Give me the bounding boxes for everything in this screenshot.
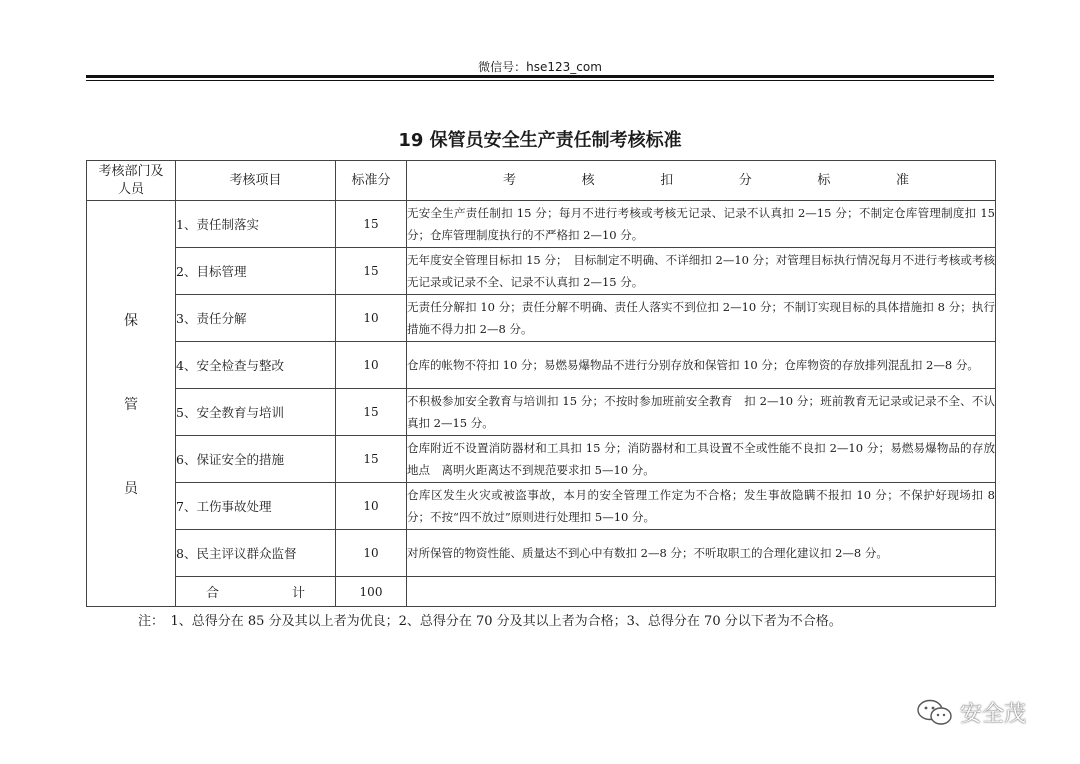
row-score: 15 — [336, 436, 407, 483]
row-criteria: 仓库的帐物不符扣 10 分；易燃易爆物品不进行分别存放和保管扣 10 分；仓库物资的存放排列混乱扣 2—8 分。 — [407, 342, 996, 389]
header-rule-thin — [86, 80, 994, 81]
table-header-row — [87, 161, 996, 201]
table-row — [87, 342, 996, 389]
watermark-text: 安全茂 — [960, 702, 1027, 727]
row-item: 1、责任制落实 — [176, 201, 336, 248]
row-score: 15 — [336, 248, 407, 295]
header-criteria-char: 分 — [738, 172, 752, 188]
header-item: 考核项目 — [176, 161, 336, 201]
row-item: 4、安全检查与整改 — [176, 342, 336, 389]
row-score: 15 — [336, 389, 407, 436]
header-criteria — [407, 161, 996, 201]
total-score: 100 — [336, 577, 407, 607]
total-row — [87, 577, 996, 607]
table-row — [87, 201, 996, 248]
row-score: 10 — [336, 342, 407, 389]
row-criteria: 无安全生产责任制扣 15 分；每月不进行考核或考核无记录、记录不认真扣 2—15 分；不制定仓库管理制度扣 15 分；仓库管理制度执行的不严格扣 2—10 分。 — [407, 201, 996, 248]
row-score: 10 — [336, 483, 407, 530]
row-item: 2、目标管理 — [176, 248, 336, 295]
total-label-char: 合 — [206, 586, 220, 601]
header-wechat-id: 微信号：hse123_com — [478, 60, 602, 74]
header-criteria-char: 考 — [503, 172, 517, 188]
row-item: 7、工伤事故处理 — [176, 483, 336, 530]
row-criteria: 无责任分解扣 10 分；责任分解不明确、责任人落实不到位扣 2—10 分；不制订实现目标的具体措施扣 8 分；执行措施不得力扣 2—8 分。 — [407, 295, 996, 342]
total-criteria — [407, 577, 996, 607]
header-rule-thick — [86, 75, 994, 78]
dept-cell — [87, 201, 176, 607]
row-item: 6、保证安全的措施 — [176, 436, 336, 483]
row-criteria: 无年度安全管理目标扣 15 分； 目标制定不明确、不详细扣 2—10 分；对管理目标执行情况每月不进行考核或考核无记录或记录不全、记录不认真扣 2—15 分。 — [407, 248, 996, 295]
table-row — [87, 295, 996, 342]
row-item: 8、民主评议群众监督 — [176, 530, 336, 577]
header-criteria-char: 核 — [581, 172, 595, 188]
total-label — [176, 577, 336, 607]
row-score: 10 — [336, 530, 407, 577]
watermark — [916, 697, 1026, 728]
table-row — [87, 389, 996, 436]
row-criteria: 仓库附近不设置消防器材和工具扣 15 分；消防器材和工具设置不全或性能不良扣 2—10 分；易燃易爆物品的存放地点 离明火距离达不到规范要求扣 5—10 分。 — [407, 436, 996, 483]
row-score: 15 — [336, 201, 407, 248]
header-dept: 考核部门及人员 — [87, 161, 176, 201]
wechat-icon — [916, 698, 954, 728]
row-item: 5、安全教育与培训 — [176, 389, 336, 436]
row-criteria: 对所保管的物资性能、质量达不到心中有数扣 2—8 分；不听取职工的合理化建议扣 2—8 分。 — [407, 530, 996, 577]
total-label-char: 计 — [291, 586, 305, 601]
table-row — [87, 530, 996, 577]
row-criteria: 不积极参加安全教育与培训扣 15 分；不按时参加班前安全教育 扣 2—10 分；班前教育无记录或记录不全、不认真扣 2—15 分。 — [407, 389, 996, 436]
document-title: 19 保管员安全生产责任制考核标准 — [398, 130, 682, 151]
table-row — [87, 248, 996, 295]
header-score: 标准分 — [336, 161, 407, 201]
footnote: 注： 1、总得分在 85 分及其以上者为优良；2、总得分在 70 分及其以上者为合格；3、总得分在 70 分以下者为不合格。 — [138, 614, 842, 629]
table-row — [87, 436, 996, 483]
header-criteria-char: 扣 — [660, 172, 674, 188]
dept-char: 保 — [124, 312, 138, 329]
header-criteria-char: 标 — [817, 172, 831, 188]
assessment-table — [86, 160, 996, 607]
dept-char: 管 — [124, 396, 138, 413]
row-criteria: 仓库区发生火灾或被盗事故，本月的安全管理工作定为不合格；发生事故隐瞒不报扣 10 分；不保护好现场扣 8 分；不按“四不放过”原则进行处理扣 5—10 分。 — [407, 483, 996, 530]
dept-char: 员 — [124, 480, 138, 497]
header-criteria-char: 准 — [895, 172, 909, 188]
row-item: 3、责任分解 — [176, 295, 336, 342]
row-score: 10 — [336, 295, 407, 342]
table-row — [87, 483, 996, 530]
